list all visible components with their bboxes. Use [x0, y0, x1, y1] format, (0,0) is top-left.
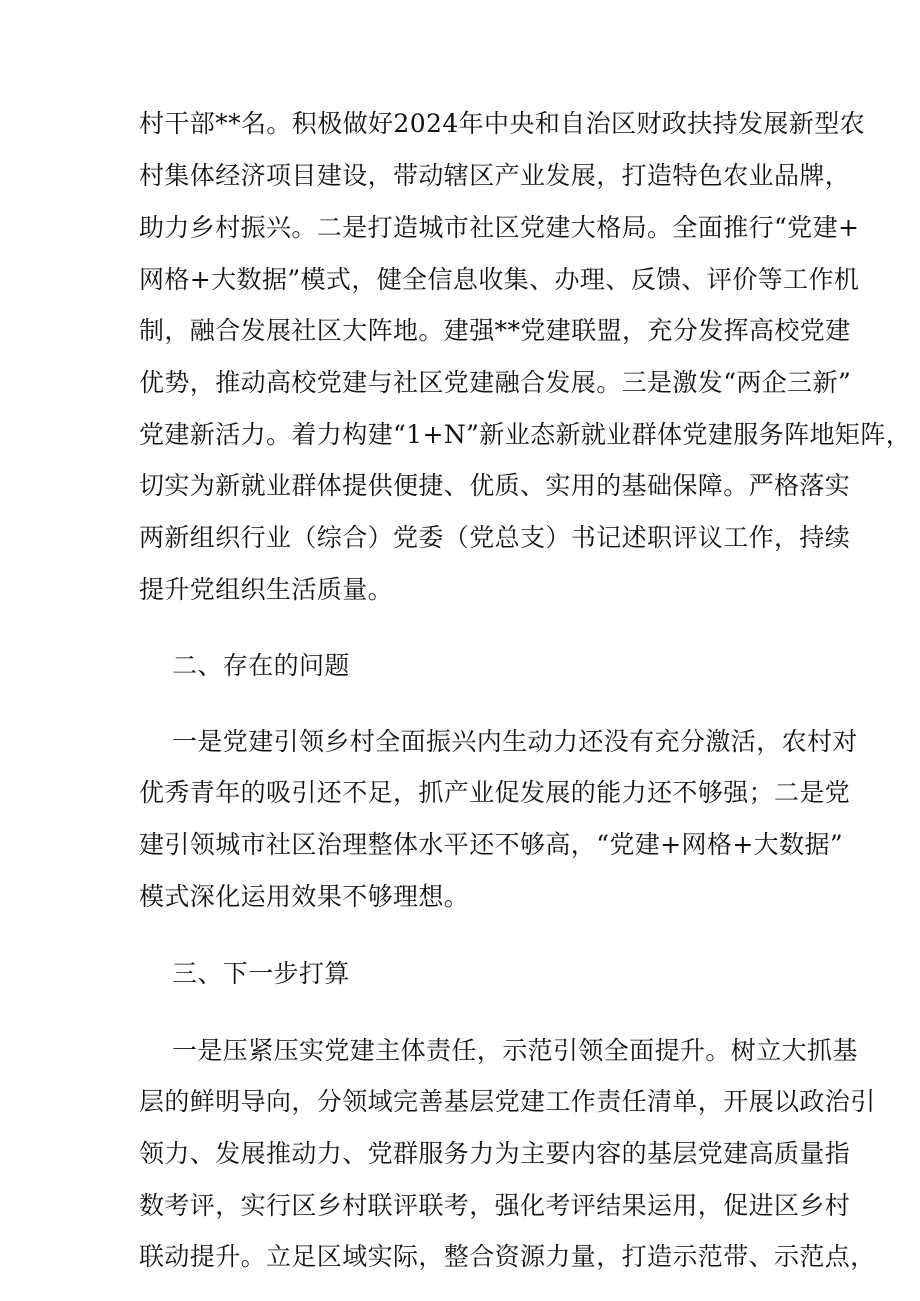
- section-heading: 三、下一步打算: [172, 959, 350, 988]
- text-line: 村集体经济项目建设，带动辖区产业发展，打造特色农业品牌，: [139, 161, 851, 190]
- text-line: 层的鲜明导向，分领域完善基层党建工作责任清单，开展以政治引: [139, 1087, 876, 1116]
- text-line: 一是压紧压实党建主体责任，示范引领全面提升。树立大抓基: [172, 1036, 858, 1065]
- text-line: 优势，推动高校党建与社区党建融合发展。三是激发“两企三新”: [139, 368, 852, 397]
- text-line: 领力、发展推动力、党群服务力为主要内容的基层党建高质量指: [139, 1139, 851, 1168]
- text-line: 切实为新就业群体提供便捷、优质、实用的基础保障。严格落实: [139, 471, 851, 500]
- text-line: 网格+大数据”模式，健全信息收集、办理、反馈、评价等工作机: [139, 265, 860, 294]
- text-line: 制，融合发展社区大阵地。建强**党建联盟，充分发挥高校党建: [139, 316, 851, 345]
- text-line: 模式深化运用效果不够理想。: [139, 882, 470, 911]
- text-line: 提升党组织生活质量。: [139, 575, 394, 604]
- text-line: 助力乡村振兴。二是打造城市社区党建大格局。全面推行“党建+: [139, 213, 860, 242]
- section-heading: 二、存在的问题: [172, 651, 350, 680]
- text-line: 两新组织行业（综合）党委（党总支）书记述职评议工作，持续: [139, 523, 851, 552]
- text-line: 村干部**名。积极做好2024年中央和自治区财政扶持发展新型农: [139, 109, 866, 138]
- text-line: 数考评，实行区乡村联评联考，强化考评结果运用，促进区乡村: [139, 1191, 851, 1220]
- text-line: 建引领城市社区治理整体水平还不够高，“党建+网格+大数据”: [139, 830, 844, 859]
- text-line: 联动提升。立足区域实际，整合资源力量，打造示范带、示范点，: [139, 1242, 876, 1271]
- text-line: 党建新活力。着力构建“1+N”新业态新就业群体党建服务阵地矩阵，: [139, 420, 912, 449]
- text-line: 一是党建引领乡村全面振兴内生动力还没有充分激活，农村对: [172, 727, 858, 756]
- text-line: 优秀青年的吸引还不足，抓产业促发展的能力还不够强；二是党: [139, 778, 851, 807]
